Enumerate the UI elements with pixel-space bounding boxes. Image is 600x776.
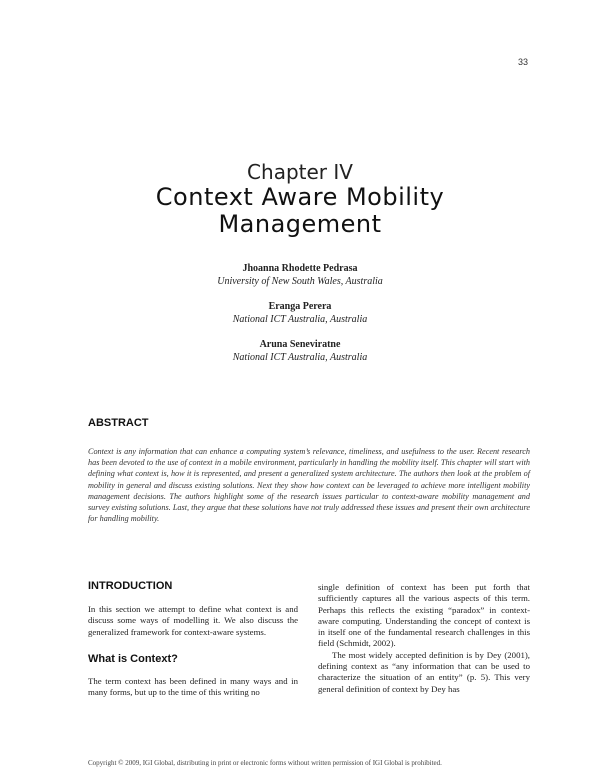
author-affiliation: National ICT Australia, Australia	[232, 314, 368, 325]
what-is-context-paragraph: The term context has been defined in many ways and in many forms, but up to the time of this writing no	[88, 676, 298, 698]
right-column-paragraph-1: single definition of context has been put forth that sufficiently captures all the various aspects of this term. Perhaps this reflects the existing “paradox” in context-aware computing. Understanding the concept of context is in itself one of the fundamental research challenges in this field (Schmidt, 2002).	[318, 582, 530, 649]
chapter-title	[0, 184, 600, 238]
author-block	[0, 338, 600, 364]
author-affiliation: National ICT Australia, Australia	[232, 352, 368, 363]
what-is-context-body	[88, 676, 298, 699]
right-column	[318, 582, 530, 695]
author-block	[0, 300, 600, 326]
page-number: 33	[517, 57, 528, 67]
author-name: Jhoanna Rhodette Pedrasa	[242, 263, 358, 274]
introduction-body	[88, 604, 298, 638]
chapter-title-line-1: Context Aware Mobility	[155, 183, 445, 211]
introduction-paragraph: In this section we attempt to define what context is and discuss some ways of modelling it. We also discuss the generalized framework for context-aware systems.	[88, 604, 298, 637]
chapter-title-line-2: Management	[218, 210, 382, 238]
introduction-heading: INTRODUCTION	[88, 580, 173, 592]
author-name: Eranga Perera	[268, 301, 332, 312]
author-name: Aruna Seneviratne	[259, 339, 341, 350]
author-block	[0, 262, 600, 288]
abstract-heading: ABSTRACT	[88, 417, 149, 429]
what-is-context-heading: What is Context?	[88, 653, 178, 665]
copyright-footer: Copyright © 2009, IGI Global, distributing in print or electronic forms without written permission of IGI Global is prohibited.	[88, 759, 442, 767]
right-column-paragraph-2: The most widely accepted definition is by Dey (2001), defining context as “any information that can be used to characterize the situation of an entity” (p. 5). This very general definition of context by Dey has	[318, 649, 530, 694]
author-affiliation: University of New South Wales, Australia	[217, 276, 383, 287]
abstract-text: Context is any information that can enhance a computing system’s relevance, timeliness, and usefulness to the user. Recent research has been devoted to the use of context in a mobile environment, particularly in handling the mobility itself. This chapter will start with defining what context is, how it is represented, and present a generalized system architecture. The authors then look at the problem of mobility in general and discuss existing solutions. Next they show how context can be leveraged to achieve more intelligent mobility management decisions. The authors highlight some of the research issues particular to context-aware mobility management and survey existing solutions. Last, they argue that these solutions have not truly addressed these issues and present their own architecture for handling mobility.	[88, 447, 530, 524]
chapter-label: Chapter IV	[247, 160, 353, 184]
